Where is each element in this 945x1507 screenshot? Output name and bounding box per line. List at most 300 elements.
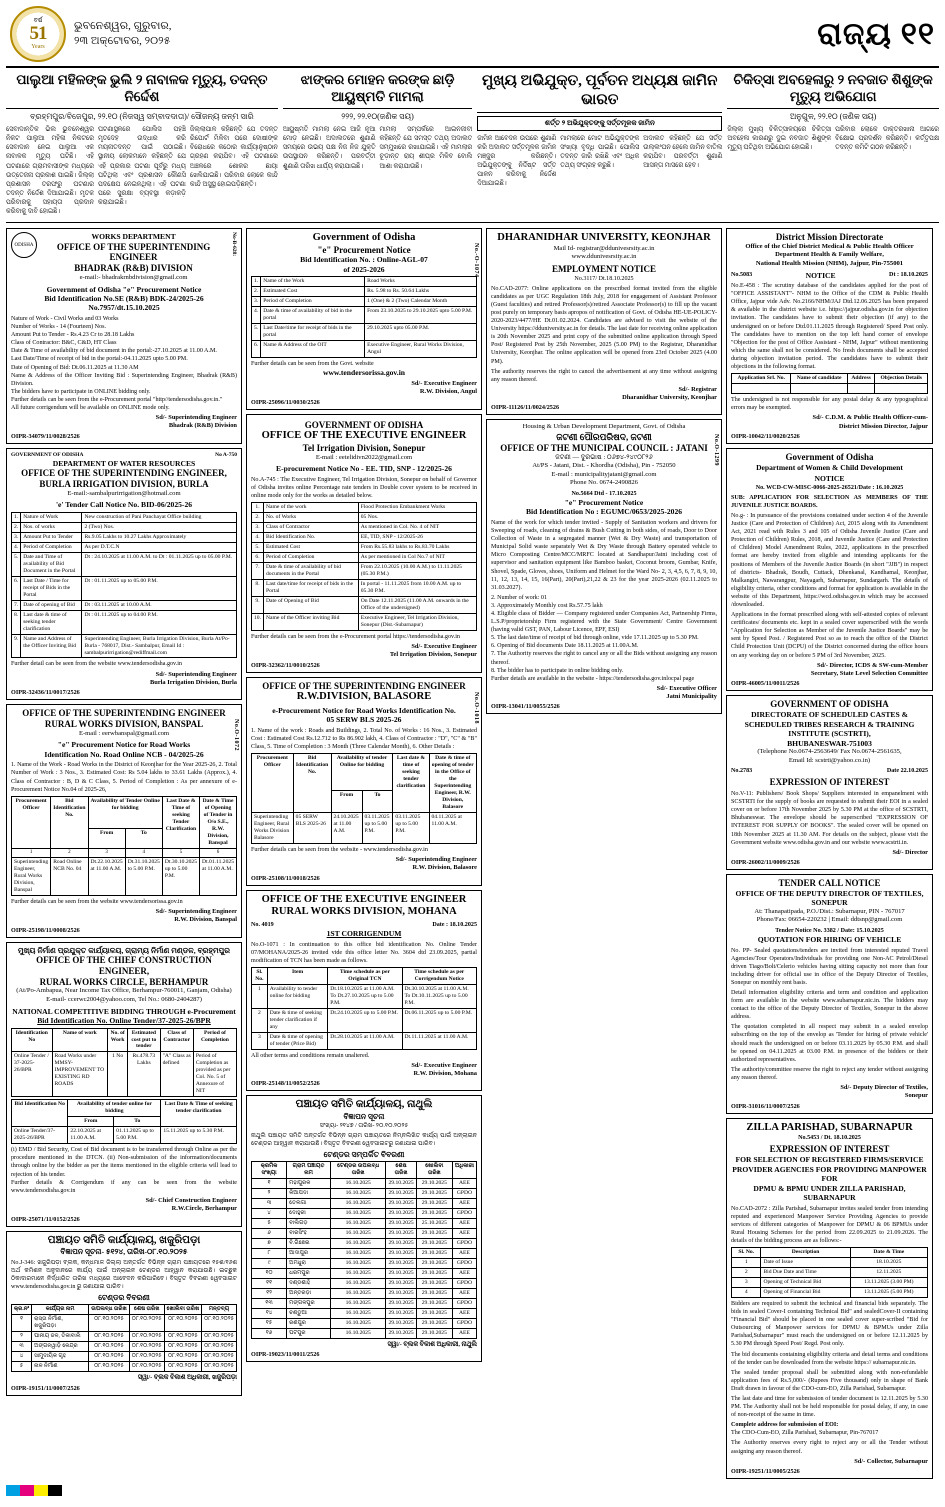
row-cell: ପାନୀୟ ଜଳ, ତିକାବାଲି	[32, 1332, 89, 1342]
ad-clause: 3. Approximately Monthly cost Rs.57.75 lakh	[491, 602, 603, 609]
row-cell: ୦୮.୧୦.୨୦୨୫	[202, 1342, 237, 1352]
ad-no: No. WCD-CW-MISC-0066-2025-26521/Date : 16.10.2025	[755, 484, 904, 491]
row-cell: 16.10.2025	[330, 1329, 385, 1339]
ad-subtitle-odia: ବିଜ୍ଞାପନ ସୂଚନା- ୫୧୨୪, ତାରିଖ-୦୮.୧୦.୨୦୨୫	[60, 1247, 188, 1257]
row-cell: Bid Due Date and Time	[761, 1268, 850, 1278]
col-header: Period of Completion	[193, 1028, 236, 1052]
row-cell: ରଣପୁର	[287, 1319, 331, 1329]
col-header: To	[125, 829, 162, 848]
ad-phone: Phone No. 0674-2490826	[570, 479, 638, 487]
row-cell: Date of Issue	[761, 1258, 850, 1268]
anniversary-number: 51	[29, 23, 47, 45]
table-row	[252, 1279, 477, 1289]
ad-no: No.5083	[731, 271, 753, 278]
ad-signature	[11, 671, 237, 688]
ad-address-odia: ଜଟଣୀ — ଦୁରଭାଷ : ୦୬୭୪-୨୪୯୦୮୨୬	[555, 453, 653, 461]
ad-oipr-code: OIPR-19251/11/0005/2526	[731, 1467, 800, 1475]
ad-date: Date 22.10.2025	[886, 768, 928, 775]
table-header-row	[732, 1248, 928, 1258]
ad-oipr-code: OIPR-25148/11/0052/2526	[251, 1080, 320, 1088]
row-cell: ୮	[252, 1249, 287, 1259]
col-header: Class of Contractor	[160, 1028, 193, 1052]
ad-signature-line1: Sd/- C.D.M. & Public Health Officer-cum-	[812, 414, 928, 422]
ad-website[interactable]: www.ddunivesrsity.ac.in	[571, 253, 637, 261]
col-header: Date & Time of Opening of Tender in O/o S.E., R.W. Division, Banspal	[200, 796, 237, 848]
table-row	[12, 1362, 237, 1372]
row-value: 1 (One) & 2 (Two) Calendar Month	[365, 297, 477, 307]
ad-city: BHUBANESWAR-751003	[787, 738, 872, 748]
row-cell: Dt.28.10.2025 at 11.00 A.M.	[328, 1032, 402, 1049]
row-cell: ଆଦାପୁର	[287, 1249, 331, 1259]
ad-eoi-scope: DPMU & BPMU UNDER ZILLA PARISHAD, SUBARNAPUR	[753, 1183, 906, 1203]
ad-body-6: Complete address for submission of EOI:	[731, 1422, 839, 1429]
ad-footer-note: Further detail can be seen from the website www.tendersodisha.gov.in	[11, 661, 182, 668]
news-story-2	[283, 72, 472, 216]
col-header: କାର୍ଯ୍ୟର ନାମ	[32, 1305, 89, 1315]
row-cell: 29.10.2025	[416, 1209, 452, 1219]
ad-signature-line1: Sd/- Director, ICDS & SW-cum-Member	[816, 661, 928, 669]
col-header: ଅଧିକାରୀ	[452, 1162, 476, 1179]
news-dateline: ୨୨୨, ୨୨.୧୦(ଜଣିକ ସୟ)	[341, 111, 414, 121]
ad-signature-line1: Sd/- Superintending Engineer	[155, 670, 237, 678]
ad-body-3: The quotation completed in all respect may submit in a sealed envelop subscribing on the top of the envelop as 'Tender for hiring of private vehicle' should reach the undersigned on or before 03.11.2025 by 05.30 P.M. and shall be opened on 04.11.2025 at 03.00 P.M. in presence of the bidders or their authorized representatives.	[731, 1024, 928, 1063]
row-label: Nos. of works	[21, 522, 82, 532]
ad-tender-notice-no: 'e' Tender Call Notice No. BID-06/2025-26	[55, 500, 193, 510]
ad-body-4: The sealed tender proposal shall be submitted along with non-refundable application fees of Rs.5,000/- (Rupees Five thousand) only in shape of Bank Draft drawn in favour of the CDO-cum-EO, Zilla Parishad, Subarnapur.	[731, 1369, 928, 1392]
row-cell: ଦଣ୍ଡଶାହି	[287, 1279, 331, 1289]
ad-office: OFFICE OF THE SUPERINTENDING ENGINEER,	[21, 468, 227, 479]
row-sl: 5.	[252, 542, 264, 552]
section-header	[817, 16, 935, 53]
row-cell: ଅମଧୁରା	[287, 1259, 331, 1269]
news-body: ସେବାଦାନ୍ତିକ ଭିଲ ଭୁବନେଶ୍ୱର ନିକଟ ପାଲୁଆ ମହିଳା ନିକଟରେ ସେବାଦାନ ନେଇ ପାଲୁଆ ଏକ ନାବାଳକ ମୃତ୍ୟୁ ଘଟିଛି। ଏହି ଘଟଣାରେ ଗ୍ରାମବାସୀଙ୍କ ମଧ୍ୟରେ ଉତ୍ତେଜନା ପ୍ରକାଶ ପାଇଛି। ଜିଲ୍ଲା ପ୍ରଶାସନ ତରଫରୁ ଘଟଣାର ତଦନ୍ତ ନିର୍ଦ୍ଦେଶ ଦିଆଯାଇଛି। ମୃତକ ପରିବାରକୁ ସହାୟତା ପ୍ରଦାନ କରିବାକୁ ଦାବି ହୋଇଛି।	[6, 126, 94, 215]
row-cell: Dt.01.11.2025 at 11.00 A.M.	[200, 857, 237, 895]
ad-bid-year: of 2025-2026	[343, 264, 385, 274]
ad-body: 1. Name of the work : Roads and Buildings, 2. Total No. of Works : 16 Nos., 3. Estimated Cost : Estimated Cost Rs.12.712 to Rs 86.902 lakh, 4. Class of Contractor : "D", "C" & "B" Class, 5. Time of Completion : 3 Month (Three Calendar Month), 6. Other Details :	[251, 727, 477, 751]
row-value: 05 Nos.	[358, 513, 476, 523]
ad-bid-id: 05 SERW BLS 2025-26	[326, 715, 402, 725]
ad-phone: (Telephone No.0674-2563649/ Fax No.0674-2561635,	[757, 748, 902, 756]
col-header: Objection Details	[875, 374, 928, 384]
ad-serial-no: No.O-1018	[473, 691, 479, 724]
ad-department: DEPARTMENT OF WATER RESOURCES	[52, 458, 196, 468]
ad-signature: Sd/- Collector, Subarnapur	[854, 1457, 928, 1465]
col-header: Sl. No.	[252, 967, 268, 984]
col-header: Time schedule as per Corrigendum Notice	[402, 967, 476, 984]
news-body: ଘଟଣାସ୍ଥଳରେ ପୋଲିସ ପହଞ୍ଚି ମୃତଦେହ ଉଦ୍ଧାର କରି ମୟନାତଦନ୍ତ ପାଇଁ ପଠାଇଛି। ସ୍ଥାନୀୟ ଲୋକମାନେ କହିଛନ୍ତି ଯେ ଏହି ପ୍ରକାର ଘଟଣା ପୂର୍ବରୁ ମଧ୍ୟ ଘଟିଥିଲା ଏବଂ ପ୍ରଶାସନ କୌଣସି ପଦକ୍ଷେପ ନେଇନଥିଲା। ଏହି ଘଟଣା ପରେ ସୁରକ୍ଷା ବ୍ୟବସ୍ଥା କଡ଼ାକଡ଼ି କରାଯାଇଛି।	[97, 126, 186, 206]
news-dateline: ବ୍ରହ୍ମପୁର/ବିଜେପୁର, ୨୨.୧୦ (ନିଜସ୍ୱ ସମ୍ବାଦଦାତା)/ ସୌଜନ୍ୟ ଜନ୍ମ ସାରି	[30, 111, 254, 121]
row-cell: ନାଳ ନିର୍ମାଣ	[32, 1362, 89, 1372]
row-cell: AEE	[452, 1329, 476, 1339]
ad-berhampur-circle	[6, 942, 242, 1227]
row-cell: 16.10.2025	[330, 1309, 385, 1319]
row-cell: ସାମୁଦାୟିକ ଗୃହ	[32, 1352, 89, 1362]
row-label: Name & Address of the OIT	[261, 341, 365, 358]
row-value: Dt : 24.10.2025 at 11.00 A.M. to Dt : 01.11.2025 up to 05.00 P.M.	[82, 552, 237, 576]
row-cell: ୧	[12, 1315, 32, 1332]
row-value: Rs. 5.98 to Rs. 50.64 Lakhs	[365, 287, 477, 297]
col-header: Procurement Officer	[12, 796, 51, 848]
ad-jatani-municipal	[486, 419, 722, 714]
row-sl: 10.	[252, 613, 264, 630]
ad-no: No.3117/ Dt.18.10.2025	[574, 275, 634, 282]
row-cell: ୦୮.୧୦.୨୦୨୫	[164, 1332, 201, 1342]
row-cell: 1 No	[108, 1052, 128, 1097]
row-cell: Opening of Technical Bid	[761, 1277, 850, 1287]
table-row	[12, 1352, 237, 1362]
anniversary-years-label: Years	[31, 43, 45, 50]
row-cell: 1	[732, 1258, 761, 1268]
ad-panchayat-table	[251, 1161, 477, 1339]
table-row	[252, 277, 477, 287]
row-cell: ୪	[12, 1352, 32, 1362]
row-cell: ୧୫	[252, 1319, 287, 1329]
ad-column-1	[6, 228, 242, 1479]
ad-signature	[251, 380, 477, 397]
ad-office: OFFICE OF THE SUPERINTENDING ENGINEER	[56, 241, 211, 263]
ad-signature-line1: Sd/- Superintending Engineer	[395, 856, 477, 864]
row-cell: ମଙ୍ଗଳପୁର	[287, 1299, 331, 1309]
ad-work-table	[11, 1028, 237, 1098]
table-row	[12, 1127, 237, 1144]
ad-no: No.5453 / Dt. 18.10.2025	[798, 1135, 861, 1142]
row-value: Executive Engineer, Tel Irrigation Division, Sonepur (Dist.-Subarnapur)	[358, 613, 476, 630]
ad-office: OFFICE OF THE DEPUTY DIRECTOR OF TEXTILES, SONEPUR	[735, 888, 924, 908]
row-sl: 1.	[252, 277, 261, 287]
col-header: Estimated cost put to tender	[128, 1028, 161, 1052]
table-row	[12, 1052, 237, 1097]
ad-women-child-development	[726, 448, 933, 691]
ad-email[interactable]: e-mail:- bhadrakrnbdivision@gmail.com	[79, 273, 188, 281]
ad-office: OFFICE OF THE CHIEF CONSTRUCTION ENGINEER,	[36, 955, 212, 976]
ad-details-table	[251, 276, 477, 358]
ad-office-odia: ଜଟଣୀ ପୌରପରିଷଦ, ଜଟଣୀ	[556, 432, 652, 443]
ad-notice-title: EMPLOYMENT NOTICE	[551, 263, 657, 274]
row-label: Estimated Cost	[261, 287, 365, 297]
row-sl: 2.	[252, 287, 261, 297]
ad-sonepur-tel-irrigation	[246, 414, 482, 673]
ad-directorate-title: District Mission Directorate	[775, 232, 884, 243]
row-cell: ବି.ଗିଛେଇ	[287, 1239, 331, 1249]
ad-oipr-code: OIPR-19151/11/0007/2526	[11, 1384, 80, 1392]
table-row	[252, 1309, 477, 1319]
ad-signature	[251, 643, 477, 660]
row-cell: 29.10.2025	[416, 1299, 452, 1309]
ad-address: At/PS - Jatani, Dist. - Khordha (Odisha), Pin - 752050	[532, 462, 676, 470]
row-cell: ମହାପୁରକ	[287, 1179, 331, 1189]
news-headline: ଚିକିତ୍ସା ଅବହେଳାରୁ ୨ ନବଜାତ ଶିଶୁଙ୍କ ମୃତ୍ୟୁ ଅଭିଯୋଗ	[727, 72, 939, 109]
row-label: Last Date/time for receipt of bids in the portal	[261, 324, 365, 341]
table-row	[12, 634, 237, 658]
ad-serial-no: No.O-1072	[233, 719, 239, 752]
row-cell: ପଟପୁର	[287, 1329, 331, 1339]
ad-email[interactable]: E-mail : eetelidivn2022@gmail.com	[315, 453, 413, 461]
row-label: Last date & time of seeking tender clarification	[21, 610, 82, 634]
edition-place	[74, 19, 171, 49]
table-row	[12, 610, 237, 634]
ad-oipr-code: OIPR-10042/11/0020/2526	[731, 432, 800, 440]
row-cell: Dt.11.11.2025 at 11.00 A.M.	[402, 1032, 476, 1049]
ad-signature-line2: R.W.Circle, Berhampur	[171, 1205, 237, 1213]
ad-body: No.CAD-2072 : Zilla Parishad, Subarnapur invites sealed tender from intending reputed and experienced Manpower Service Providing Agencies to provide services of different categories of Manpower for DPMU & 06 BPMUs under Rural Housing Schemes for the period from 22.09.2025 to 21.09.2026. The details of the bidding process are as follows:-	[731, 1205, 928, 1244]
row-cell: 01.11.2025 up to 5.00 P.M.	[114, 1127, 161, 1144]
ad-notice-title: e-Procurement Notice for Road Works Identification No.	[272, 705, 456, 715]
row-cell: 29.10.2025	[416, 1179, 452, 1189]
table-row	[252, 1249, 477, 1259]
ad-body: No.g- : In pursuance of the provisions contained under section 4 of the Juvenile Justice (Care and Protection of Children) Act, 2015 along with its Amendment Act, 2021 read with Rules 3 and 105 of Odisha Juvenile Justice (Care and Protection of Children) Rules, 2018, and Juvenile Justice (Care and Protection of Children) Model Amendment Rules, 2022, applications in the prescribed format are hereby invited from eligible and intending applicants for the positions of Members of the Juvenile Justice Boards (in short "JJB") in respect of districts- Bhadrak, Boudh, Cuttack, Dhenkanal, Kandhamal, Keonjhar, Malkangiri, Nawarangpur, Nayagarh, Subarnapur, Sundargarh. The details of eligibility criteria, other conditions and format for application is available in the website of this Department, https://wcd.odisha.gov.in which may be accessed /downloaded.	[731, 512, 928, 608]
ad-line: Date & Time of availability of bid document in the portal:-27.10.2025 at 11.00 A.M.	[11, 348, 217, 355]
news-headline: ଝାଙ୍କର ମୋହନ କରଙ୍କ ଛାଡ଼ି ଆୟୁଷ୍ମତି ମାମଲା	[283, 72, 472, 109]
row-cell: ଚଣ୍ଡୁଆ	[287, 1309, 331, 1319]
row-cell: ୦୮.୧୦.୨୦୨୫	[89, 1315, 130, 1332]
table-row	[252, 1032, 477, 1049]
row-cell: 29.10.2025	[416, 1329, 452, 1339]
ad-division: RURAL WORKS DIVISION, MOHANA	[271, 906, 457, 918]
ad-no-odia: ସଂଖ୍ୟା- ୨୧୪୭ / ତାରିଖ- ୨୦.୧୦.୨୦୨୫	[319, 1122, 409, 1129]
ad-serial-no: No.O-1299	[713, 434, 719, 467]
row-cell: ୧୨	[252, 1289, 287, 1299]
ad-body-5: The last date and time for submission of tender document is 12.11.2025 by 5.30 PM. The Authority shall not be held responsible for postal delay, if any, in case of non-receipt of the same in time.	[731, 1395, 928, 1419]
row-cell: AEE	[452, 1179, 476, 1189]
row-cell: ରାସ୍ତା ନିର୍ମାଣ, ଖଜୁରିପଡ଼ା	[32, 1315, 89, 1332]
row-sl: 2.	[12, 522, 21, 532]
ad-signature-line2: Burla Irrigation Division, Burla	[150, 678, 237, 686]
news-body: ଜାମିନ ଆବେଦନ ଉପରେ ଶୁଣାଣି କରି ଅଦାଲତ ସର୍ତ୍ତମୂଳକ ଜାମିନ ମଞ୍ଜୁର କରିଛନ୍ତି। ଅଭିଯୁକ୍ତଙ୍କୁ ନିର୍ଦ୍ଦିଷ୍ଟ ସର୍ତ୍ତ ପାଳନ କରିବାକୁ ନିର୍ଦ୍ଦେଶ ଦିଆଯାଇଛି।	[477, 134, 557, 187]
ad-line: Number of Works - 14 (Fourteen) Nos.	[11, 324, 107, 331]
ad-body-3: The bid documents containing eligibility criteria and detail terms and conditions of the tender can be downloaded from the website https:// subarnapur.nic.in.	[731, 1351, 928, 1366]
row-cell: ୦୮.୧୦.୨୦୨୫	[129, 1352, 164, 1362]
row-sl: 6.	[12, 576, 21, 600]
row-cell: 29.10.2025	[416, 1269, 452, 1279]
row-cell: 3	[732, 1277, 761, 1287]
row-cell: 16.10.2025	[330, 1299, 385, 1309]
table-row	[12, 542, 237, 552]
ad-directorate-title: DIRECTORATE OF SCHEDULED CASTES & SCHEDULED TRIBES RESEARCH & TRAINING INSTITUTE (SCSTRTI),	[744, 710, 915, 739]
row-cell: ୨	[252, 1189, 287, 1199]
ad-notice-title: NATIONAL COMPETITIVE BIDDING THROUGH e-Procurement	[12, 1006, 236, 1016]
ad-signature-line2: R.W. Division, Banspal	[174, 916, 237, 924]
ad-address: (At/Po-Ambapua, Near Income Tax Office, Berhampur-760011, Ganjam, Odisha)	[16, 987, 232, 995]
row-cell: "A" Class as defined	[160, 1052, 193, 1097]
ad-email[interactable]: E-mail:-sambalpurirrigation@hotmail.com	[67, 489, 181, 497]
row-cell: GPDO	[452, 1279, 476, 1289]
row-cell: 29.10.2025	[386, 1179, 416, 1189]
row-value: Superintending Engineer, Burla Irrigation Division, Burla At/Po-Burla - 768017, Dist.- Sambalpur, Email Id : sambalpurirrigation@rediffmail.com	[82, 634, 237, 658]
ad-phone: Phone/Fax: 06654-220232 | Email: ddtsnp@gmail.com	[756, 916, 903, 924]
row-cell: 29.10.2025	[416, 1289, 452, 1299]
table-row	[252, 552, 477, 562]
ad-email[interactable]: E-mail : municipalityjatani@gmail.com	[551, 470, 657, 478]
ad-address: At: Thanapatipada, P.O./Dist.: Subarnapur, PIN - 767017	[754, 907, 905, 915]
ad-bid-no: No.7957/dt.15.10.2025	[88, 303, 160, 313]
ad-details-table	[11, 512, 237, 659]
row-cell: Road Works under MMSY- IMPROVEMENT TO EXISTING RD ROADS	[52, 1052, 108, 1097]
ad-email[interactable]: E-mail : eerwbanspal@gmail.com	[78, 729, 170, 737]
table-header-row	[12, 1305, 237, 1315]
ad-notice-title: NOTICE	[814, 474, 845, 484]
row-cell: 03.11.2025 up to 5.00 P.M.	[393, 813, 429, 844]
col-header: Last Date & Time of seeking tender clarification	[161, 1100, 237, 1127]
ad-email[interactable]: Mail Id- registrar@ddunivesrsity.ac.in	[553, 244, 655, 252]
ad-gov-title: Government of Odisha	[785, 451, 874, 462]
ad-balasore-rw	[246, 677, 482, 886]
row-cell: ୦୮.୧୦.୨୦୨୫	[202, 1332, 237, 1342]
ad-body: No.A-745 : The Executive Engineer, Tel Irrigation Division, Sonepur on behalf of Governor of Odisha invites online Percentage rate tenders in Double cover system to be received in online mode only for the works as detailed below.	[251, 476, 477, 499]
table-row	[252, 579, 477, 596]
ad-division: Tel Irrigation Division, Sonepur	[302, 442, 426, 453]
ad-clause: 6. Opening of Bid documents Date 18.11.2025 at 11.00A.M.	[491, 643, 639, 650]
news-headline: ମୁଖ୍ୟ ଅଭିଯୁକ୍ତ, ପୂର୍ବତନ ଅଧ୍ୟକ୍ଷ ଜାମିନ ଭାରତ	[477, 72, 722, 113]
ad-body-2: Detail information eligibility criteria and term and condition and application form are available in the website www.subarnapur.nic.in. The bidders may contact to the office of the Deputy Director of Textiles, Sonepur in the above address.	[731, 989, 928, 1021]
table-row	[252, 1259, 477, 1269]
row-cell: 18.10.2025	[850, 1258, 927, 1268]
col-header: Procurement Officer	[252, 754, 294, 813]
col-header: Name of work	[52, 1028, 108, 1052]
ad-division: BURLA IRRIGATION DIVISION, BURLA	[39, 478, 209, 489]
ad-office: OFFICE OF THE SUPERINTENDING ENGINEER	[262, 680, 466, 691]
col-header: ଖୋଲିବା ତାରିଖ	[416, 1162, 452, 1179]
news-body: ଜିଲ୍ଲା ମୁଖ୍ୟ ଚିକିତ୍ସାଳୟରେ ଚିକିତ୍ସା ଅବହେଳା କାରଣରୁ ଦୁଇ ନବଜାତ ଶିଶୁଙ୍କ ମୃତ୍ୟୁ ଘଟିଥିବା ଅଭିଯୋଗ ହୋଇଛି।	[727, 126, 832, 152]
ad-oipr-code: OIPR-25096/11/0030/2526	[251, 398, 320, 406]
ad-office: OFFICE OF THE EXECUTIVE ENGINEER	[261, 430, 467, 442]
row-cell: ଦୋହୁରୀ	[287, 1209, 331, 1219]
table-row	[12, 600, 237, 610]
col-header: ଶେଷ ତାରିଖ	[386, 1162, 416, 1179]
row-cell: 24.10.2025 at 11.00 A.M.	[331, 813, 362, 844]
ad-table-title: ଟେଣ୍ଡର ବିବରଣୀ	[98, 1292, 150, 1302]
row-cell: କିଆପଦା	[287, 1189, 331, 1199]
table-row	[252, 523, 477, 533]
ad-line: The bidders have to participate in ONLINE bidding only.	[11, 388, 151, 395]
ad-textiles-sonepur	[726, 874, 933, 1114]
row-cell: ୦୮.୧୦.୨୦୨୫	[129, 1342, 164, 1352]
col-header: Time schedule as per Original TCN	[328, 967, 402, 984]
row-cell: 16.10.2025	[330, 1209, 385, 1219]
row-value: As mentioned in Col. No. 4 of NIT	[358, 523, 476, 533]
row-cell: Date & time of opening of tender (Price Bid)	[267, 1032, 328, 1049]
ad-serial-no: No-B-628:	[231, 232, 237, 257]
table-row	[252, 1189, 477, 1199]
row-cell: ଅଙ୍ଗନୱାଡ଼ି କେନ୍ଦ୍ର	[32, 1342, 89, 1352]
ad-schedule-table	[251, 753, 477, 844]
row-label: Amount Put to Tender	[21, 532, 82, 542]
news-headline: ପାଲୁଆ ମହିଳଙ୍କ ଭୁଲି ୨ ନାବାଳକ ମୃତ୍ୟୁ, ତଦନ୍ତ ନିର୍ଦ୍ଦେଶ	[6, 72, 278, 109]
table-row	[252, 984, 477, 1008]
ad-scstrti-eoi	[726, 695, 933, 870]
ad-signature: ସ୍ୱା/- ବ୍ଲକ ବିକାଶ ଅଧିକାରୀ, ନାଥୁଲି	[387, 1340, 477, 1348]
ad-bid-id: Identification No. Road Online NCB - 04/2025-26	[44, 749, 204, 759]
ad-nathali-panchayat	[246, 1095, 482, 1362]
ad-signature	[251, 1062, 477, 1079]
table-row	[252, 307, 477, 324]
row-cell: GPDO	[452, 1319, 476, 1329]
col-header: Item	[267, 967, 328, 984]
row-sl: 2.	[252, 513, 264, 523]
ad-body-odia: No.J-346: ଖଜୁରିପଡ଼ା ବ୍ଲକ, କନ୍ଧମାଳ ଜିଲ୍ଲା ଅନ୍ତର୍ଗତ ବିଭିନ୍ନ ଗ୍ରାମ ପଞ୍ଚାୟତରେ ୧୫ଶ/୧୬ଶ ଅର୍ଥ କମିଶନ ଅନୁଦାନରେ କାର୍ଯ୍ୟ ପାଇଁ ଅନ୍‌ଲାଇନ ଟେଣ୍ଡର ଆହ୍ୱାନ କରାଯାଉଛି। ଇଚ୍ଛୁକ ଠିକାଦାରମାନେ ନିର୍ଦ୍ଧାରିତ ତାରିଖ ମଧ୍ୟରେ ଆବେଦନ କରିପାରିବେ। ବିସ୍ତୃତ ବିବରଣୀ ୱେବସାଇଟ www.tendersodisha.gov.in ରୁ ଜଣାଯାଇ ପାରିବ।	[11, 1259, 237, 1290]
ad-clause: 5. The last date/time of receipt of bid through online, vide 17.11.2025 up to 5.30 PM.	[491, 635, 699, 642]
ad-signature-line2: Bhadrak (R&B) Division	[168, 422, 237, 430]
row-cell: GPDO	[452, 1189, 476, 1199]
col-header: ମନ୍ତବ୍ୟ	[202, 1305, 237, 1315]
ad-line: Name & Address of the Officer Inviting Bid : Superintending Engineer, Bhadrak (R&B) Division.	[11, 372, 237, 387]
ad-table-title: ଟେଣ୍ଡର ସମ୍ପର୍କିତ ବିବରଣୀ	[323, 1149, 405, 1159]
row-sl: 4.	[252, 533, 264, 543]
ad-oipr-code: OIPR-13041/11/0055/2526	[491, 703, 560, 711]
col-header: Sl. No.	[732, 1248, 761, 1258]
col-header: ଗ୍ରାମ ପଞ୍ଚାୟତ ନାମ	[287, 1162, 331, 1179]
ad-department: WORKS DEPARTMENT	[91, 232, 176, 242]
row-cell: ୦୮.୧୦.୨୦୨୫	[202, 1362, 237, 1372]
row-sl: 7.	[12, 600, 21, 610]
table-row	[252, 1239, 477, 1249]
anniversary-logo	[10, 6, 66, 62]
table-row	[732, 1258, 928, 1268]
row-cell: 16.10.2025	[330, 1229, 385, 1239]
table-row	[252, 341, 477, 358]
ad-signature	[731, 1084, 928, 1101]
row-cell: 29.10.2025	[416, 1279, 452, 1289]
row-cell: 29.10.2025	[416, 1309, 452, 1319]
col-header: Address	[847, 374, 875, 384]
row-cell: Superintending Engineer, Rural Works Division Balasore	[252, 813, 294, 844]
row-label: Period of Completion	[264, 552, 359, 562]
row-cell: AEE	[452, 1219, 476, 1229]
ad-email[interactable]: Email Id: scstrti@yahoo.co.in)	[788, 756, 871, 764]
row-cell: ୦୮.୧୦.୨୦୨୫	[129, 1315, 164, 1332]
news-story-1	[6, 72, 278, 216]
row-label: Last Date / Time for receipt of Bids in the Portal	[21, 576, 82, 600]
row-cell: AEE	[452, 1249, 476, 1259]
ad-clause: 7. The Authority reserves the right to cancel any or all the Bids without assigning any reason thereof.	[491, 651, 717, 666]
ad-signature	[491, 386, 717, 403]
row-cell: 1	[252, 984, 268, 1008]
table-row	[252, 596, 477, 613]
row-sl: 5.	[12, 552, 21, 576]
ad-division: RURAL WORKS CIRCLE, BERHAMPUR	[39, 976, 209, 987]
row-cell: Online Tender/37-2025-26/BPR	[12, 1127, 68, 1144]
ad-website[interactable]: www.tendersorissa.gov.in	[322, 368, 406, 378]
row-label: Name of the Work	[261, 277, 365, 287]
ad-gov-label: GOVERNMENT OF ODISHA	[11, 451, 84, 458]
row-cell: AEE	[452, 1229, 476, 1239]
table-row	[252, 542, 477, 552]
col-header: Availability of tender online for bidding	[68, 1100, 161, 1117]
news-band	[6, 68, 939, 223]
ad-email[interactable]: E-mail- ccerwc2004@yahoo.com, Tel No.: 0680-2404287)	[46, 995, 202, 1003]
row-cell: ୦୮.୧୦.୨୦୨୫	[164, 1315, 201, 1332]
ad-office: OFFICE OF THE SUPERINTENDING ENGINEER	[22, 708, 226, 719]
row-cell: Dt.30.10.2025 up to 5.00 P.M.	[162, 857, 199, 895]
row-cell: Road Online NCB No. 04	[51, 857, 88, 895]
table-row	[252, 1209, 477, 1219]
table-row	[12, 522, 237, 532]
ad-signature: Sd/- Director	[892, 848, 928, 856]
news-body: ପରିବାର ଲୋକେ ଡାକ୍ତରଖାନା ଆଗରେ ବିକ୍ଷୋଭ ପ୍ରଦର୍ଶନ କରିଛନ୍ତି। କର୍ତ୍ତୃପକ୍ଷ ତଦନ୍ତ କମିଟି ଗଠନ କରିଛନ୍ତି।	[835, 126, 939, 152]
table-row	[12, 552, 237, 576]
ad-body-2: Bidders are required to submit the technical and financial bids separately. The bids in sealed Cover-I containing Technical Bid" and sealedCover-II containing "Financial Bid" should be placed in one sealed cover super-scribed "Bid for Outsourcing of Manpower services for DPMU & BPMUs under Zilla Parishad,Subarnapur" must reach the undersigned on or before 12.11.2025 by 5.30 PM through Speed Post/ Regd. Post only.	[731, 1300, 928, 1348]
table-row	[12, 512, 237, 522]
ad-title: ZILLA PARISHAD, SUBARNAPUR	[746, 1121, 913, 1133]
row-cell: ଅନ୍ତରଡ଼ା	[287, 1289, 331, 1299]
table-row	[252, 1269, 477, 1279]
row-cell: 13.11.2025 (5.00 PM)	[850, 1287, 927, 1297]
table-header-row	[12, 1100, 237, 1117]
ad-address: National Health Mission (NHM), Jajpur, Pin-755001	[755, 260, 904, 267]
col-header: Description	[761, 1248, 850, 1258]
row-cell: 29.10.2025	[386, 1249, 416, 1259]
row-cell: 29.10.2025	[386, 1269, 416, 1279]
row-label: Name and Address of the Officer Inviting Bid	[21, 634, 82, 658]
